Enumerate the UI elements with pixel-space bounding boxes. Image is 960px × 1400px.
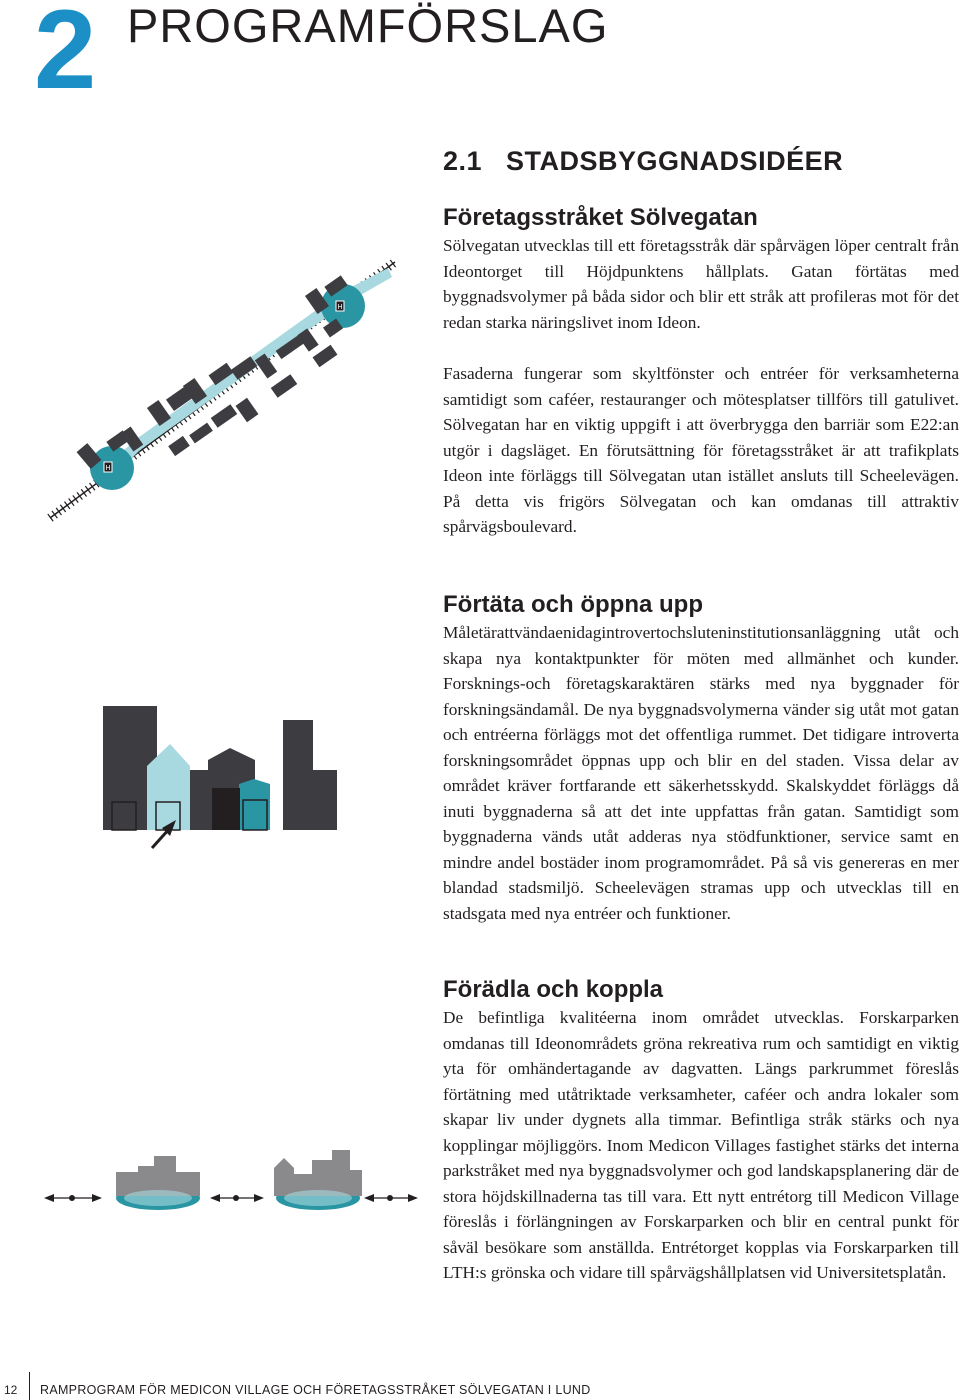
tram-stop-label-south: H (105, 465, 111, 472)
buildings (77, 275, 348, 469)
section-title (443, 146, 843, 177)
connect-diagram (40, 1140, 430, 1220)
footer-divider (29, 1372, 30, 1400)
tram-stop-label-north: H (337, 304, 343, 311)
building-black-block (212, 788, 240, 830)
page-number: 12 (4, 1383, 18, 1397)
open-up-diagram (100, 700, 350, 860)
paragraph-foretagsstraket-1: Sölvegatan utvecklas till ett företagsstråk där spårvägen löper centralt från Ideontorget till Höjdpunktens hållplats. Gatan förtätas med byggnadsvolymer på båda sidor och blir ett stråk att profileras mot för det redan starka näringslivet inom Ideon. (443, 236, 959, 332)
section-number: 2.1 (443, 146, 483, 176)
footer-text: RAMPROGRAM FÖR MEDICON VILLAGE OCH FÖRETAGSSTRÅKET SÖLVEGATAN I LUND (40, 1383, 591, 1397)
paragraph-fortata: Måletärattvändaenidagintrovertochsluteninstitutionsanläggning utåt och skapa nya kontaktpunkter för möten med allmänhet och kunder. Forsknings-och företagskaraktären stärks med nya byggnader för forskningsändamål. De nya byggnadsvolymerna vänder sig utåt mot gatan och entréerna förläggs mot det offentliga rummet. Det tidigare introverta forskningsområdet öppnas upp och blir en del staden. Vissa delar av området kräver fortfarande ett säkerhetsskydd. Skalskyddet förläggs då inuti byggnaderna så att det inte uppfattas från gatan. Samtidigt som byggnaderna vänds utåt adderas nya stödfunktioner, service samt en mindre andel bostäder inom programområdet. På så vis genereras en mer blandad stadsmiljö. Scheelevägen stramas upp och utvecklas till en stadsgata med nya entréer och funktioner. (443, 623, 959, 923)
connection-arrow-right (364, 1194, 418, 1202)
park-highlight-left (124, 1190, 192, 1206)
connection-arrow-left (44, 1194, 102, 1202)
solvegatan-diagram (40, 250, 470, 550)
chapter-title: PROGRAMFÖRSLAG (127, 0, 609, 52)
heading-fortata: Förtäta och öppna upp (443, 591, 703, 618)
heading-foretagsstraket: Företagsstråket Sölvegatan (443, 204, 758, 231)
heading-foradla: Förädla och koppla (443, 976, 664, 1003)
building-right-low (313, 770, 337, 830)
park-highlight-right (284, 1190, 352, 1206)
chapter-number: 2 (34, 0, 95, 112)
building-group-right (274, 1150, 362, 1196)
section-title-text: STADSBYGGNADSIDÉER (506, 146, 844, 176)
paragraph-foradla: De befintliga kvalitéerna inom området utvecklas. Forskarparken omdanas till Ideonområdets gröna rekreativa rum och samtidigt en viktig yta för omhändertagande av dagvatten. Längs parkrummet föreslås förtätning med utåtriktade verksamheter, caféer och andra lokaler som skapar liv under dygnets alla timmar. Befintliga stråk stärks och nya kopplingar möjliggörs. Inom Medicon Villages fastighet stärks det interna parkstråket med nya byggnadsvolymer och god landskapsplanering där de stora höjdskillnaderna tas till vara. Ett nytt entrétorg till Medicon Village föreslås i förlängningen av Forskarparken och blir en central punkt för såväl besökare som anställda. Entrétorget kopplas via Forskarparken till LTH:s grönska och vidare till spårvägshållplatsen vid Universitetsplatån. (443, 1008, 959, 1282)
building-tall-right (283, 720, 313, 830)
connection-arrow-middle (210, 1194, 264, 1202)
paragraph-foretagsstraket-2: Fasaderna fungerar som skyltfönster och entréer för verksamheterna samtidigt som caféer, restauranger och mötesplatser tillförs till gatulivet. Sölvegatan har en viktig uppgift i att överbrygga den barriär som E22:an utgör i dagsläget. En förutsättning för företagsstråket är att trafikplats Ideon inte förläggs till Sölvegatan utan istället ansluts till Scheelevägen. På detta vis frigörs Sölvegatan och kan omdanas till attraktiv spårvägsboulevard. (443, 364, 959, 536)
